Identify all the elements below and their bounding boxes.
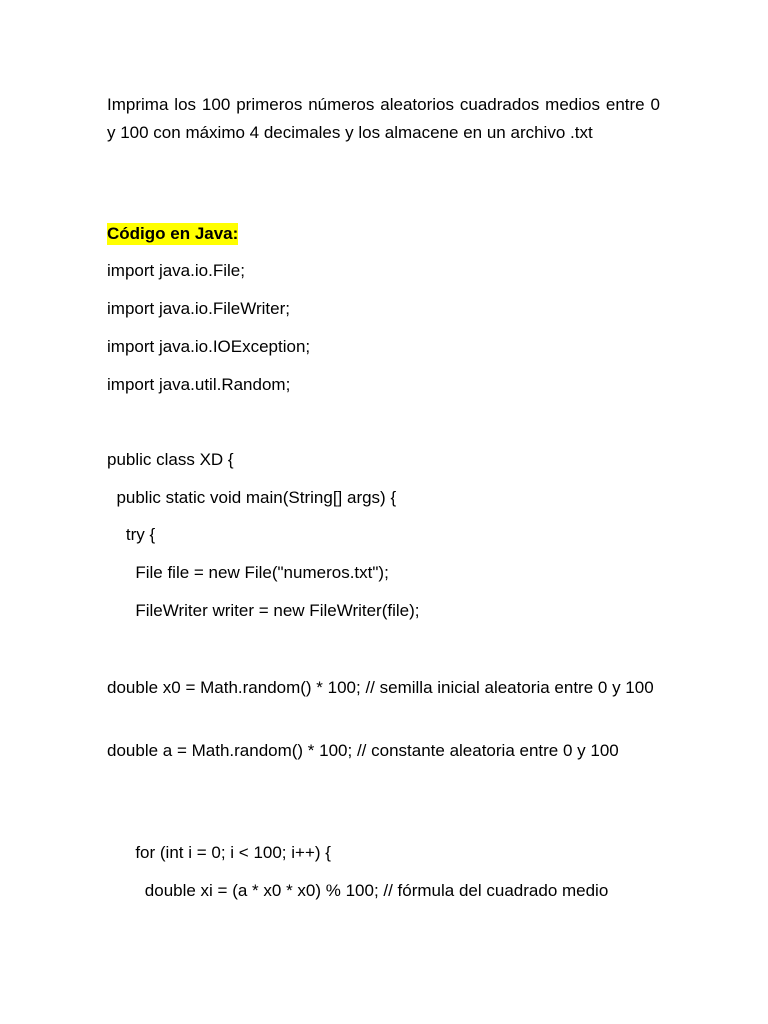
code-line-import-ioexception: import java.io.IOException;	[107, 337, 311, 356]
highlighted-heading-text: Código en Java:	[107, 224, 239, 243]
code-line-try-open: try {	[107, 525, 156, 544]
code-line-for-loop: for (int i = 0; i < 100; i++) {	[107, 843, 331, 862]
code-line-import-file: import java.io.File;	[107, 261, 245, 280]
code-line-import-random: import java.util.Random;	[107, 375, 291, 394]
code-line-file: File file = new File("numeros.txt");	[107, 563, 389, 582]
code-line-class-declaration: public class XD {	[107, 450, 234, 469]
code-line-main-declaration: public static void main(String[] args) {	[107, 488, 397, 507]
code-line-writer: FileWriter writer = new FileWriter(file);	[107, 601, 420, 620]
code-line-a: double a = Math.random() * 100; // constante aleatoria entre 0 y 100	[107, 741, 619, 760]
intro-paragraph: Imprima los 100 primeros números aleatorios cuadrados medios entre 0 y 100 con máximo 4 decimales y los almacene en un archivo .txt	[107, 95, 660, 142]
code-line-import-filewriter: import java.io.FileWriter;	[107, 299, 290, 318]
code-heading	[107, 222, 238, 246]
code-line-xi: double xi = (a * x0 * x0) % 100; // fórmula del cuadrado medio	[107, 881, 609, 900]
code-line-x0: double x0 = Math.random() * 100; // semilla inicial aleatoria entre 0 y 100	[107, 678, 654, 697]
